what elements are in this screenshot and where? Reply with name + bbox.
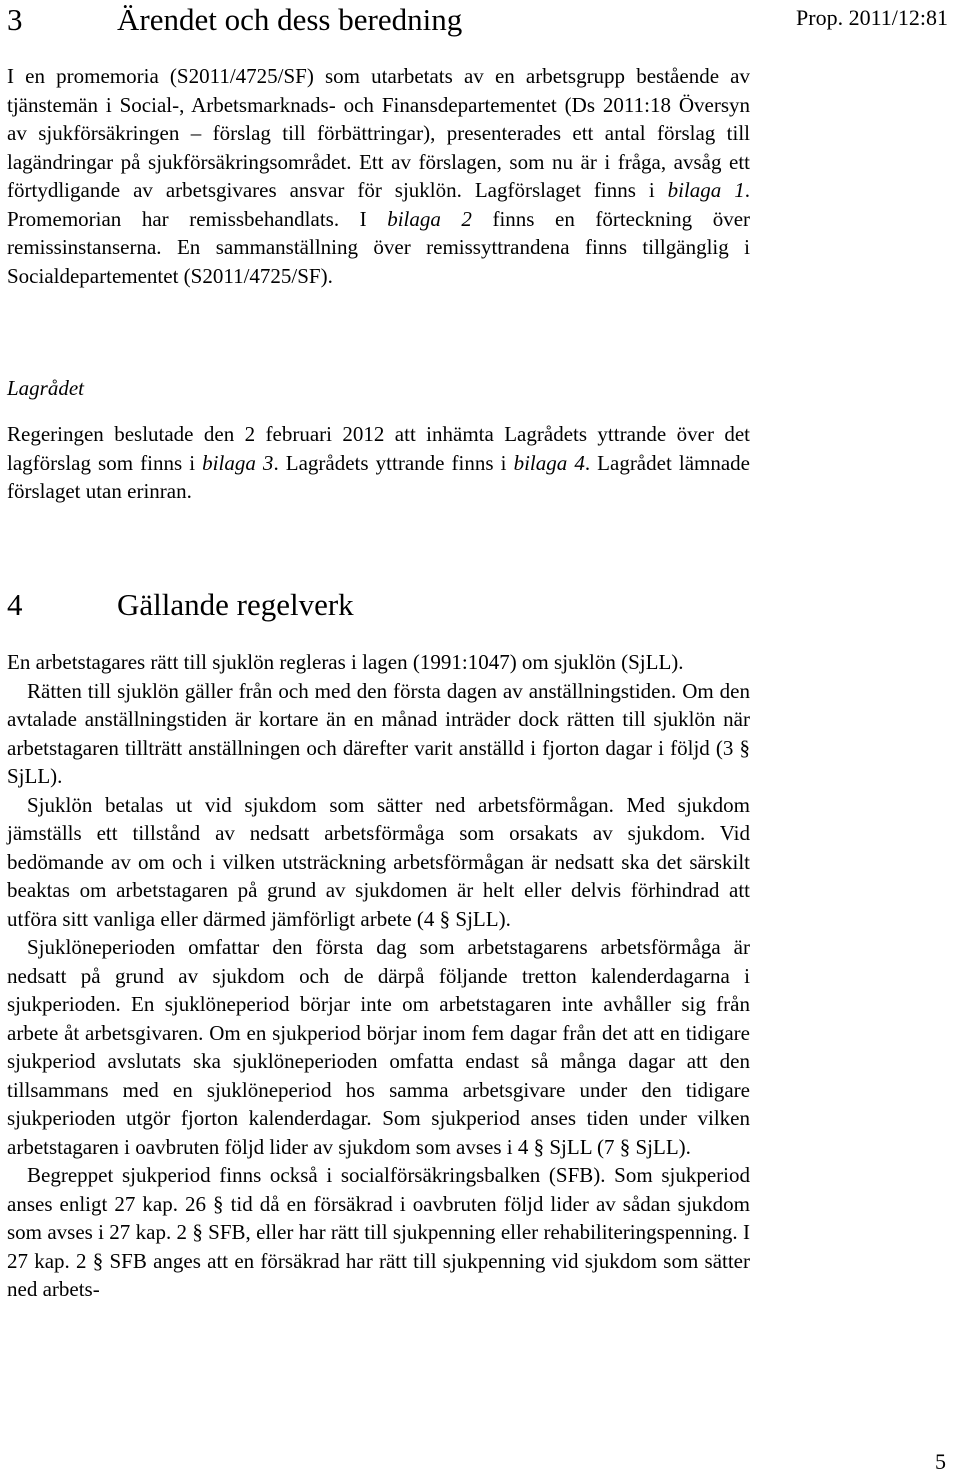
attachment-reference: bilaga 4 — [513, 450, 585, 475]
section-3-body — [7, 62, 750, 290]
paragraph: En arbetstagares rätt till sjuklön regleras i lagen (1991:1047) om sjuklön (SjLL). — [7, 650, 684, 674]
attachment-reference: bilaga 1 — [667, 178, 745, 202]
paragraph: Rätten till sjuklön gäller från och med den första dagen av anställningstiden. Om den avtalade anställningstiden är kortare än en månad inträder dock rätten till sjuklön när arbetstagaren tillträtt anställningen och därefter varit anställd i fjorton dagar i följd (3 § SjLL). — [7, 678, 750, 788]
section-title: Gällande regelverk — [117, 587, 354, 622]
paragraph: Begreppet sjukperiod finns också i socialförsäkringsbalken (SFB). Som sjukperiod anses enligt 27 kap. 26 § tid då en försäkrad i oavbruten följd lider av sådan sjukdom som avses i 27 kap. 2 § SFB, eller har rätt till sjukpenning eller rehabiliteringspenning. I 27 kap. 2 § SFB anges att en försäkrad har rätt till sjukpenning vid sjukdom som sätter ned arbets- — [7, 1163, 750, 1301]
attachment-reference: bilaga 3 — [202, 450, 274, 475]
paragraph: Sjuklön betalas ut vid sjukdom som sätter ned arbetsförmågan. Med sjukdom jämställs ett tillstånd av nedsatt arbetsförmåga som orsakats av sjukdom. Vid bedömande av om och i vilken utsträckning arbetsförmågan är nedsatt ska det särskilt beaktas om arbetstagaren på grund av sjukdomen är helt eller delvis förhindrad att utföra sitt vanliga eller därmed jämförligt arbete (4 § SjLL). — [7, 792, 750, 931]
subheading-block — [7, 374, 750, 403]
paragraph: Sjuklöneperioden omfattar den första dag som arbetstagarens arbetsförmåga är nedsatt på grund av sjukdom och de därpå följande tretton kalenderdagarna i sjukperioden. En sjuklöneperiod börjar inte om arbetstagaren inte avhåller sig från arbete åt arbetsgivaren. Om en sjukperiod börjar inom fem dagar från det att en tidigare sjukperiod avslutats ska sjuklöneperioden omfatta endast så många dagar att den tillsammans med en sjuklöneperiod hos samma arbetsgivare under den tidigare sjukperioden utgör fjorton kalenderdagar. Som sjukperiod anses tiden under vilken arbetstagaren i oavbruten följd lider av sjukdom som avses i 4 § SjLL (7 § SjLL). — [7, 935, 750, 1159]
section-number: 3 — [7, 2, 23, 37]
section-number: 4 — [7, 587, 23, 622]
attachment-reference: bilaga 2 — [387, 206, 472, 231]
paragraph: Regeringen beslutade den 2 februari 2012 att inhämta Lagrådets yttrande över det lagförslag som finns i bilaga 3. Lagrådets yttrande finns i bilaga 4. Lagrådet lämnade förslaget utan erinran. — [7, 422, 751, 503]
lagradet-body — [7, 420, 750, 506]
section-title: Ärendet och dess beredning — [117, 2, 463, 37]
section-heading — [7, 587, 750, 623]
section-heading — [7, 2, 750, 38]
document-reference: Prop. 2011/12:81 — [796, 5, 948, 30]
section-4 — [7, 587, 750, 623]
paragraph: I en promemoria (S2011/4725/SF) som utarbetats av en arbetsgrupp bestående av tjänstemän i Social-, Arbetsmarknads- och Finansdepartementet (Ds 2011:18 Översyn av sjukförsäkringen – förslag till förbättringar), presenterades ett antal förslag till lagändringar på sjukförsäkringsområdet. Ett av förslagen, som nu är i fråga, avsåg ett förtydligande av arbetsgivares ansvar för sjuklön. Lagförslaget finns i bilaga 1. Promemorian har remissbehandlats. I bilaga 2 finns en förteckning över remissinstanserna. En sammanställning över remissyttrandena finns tillgänglig i Socialdepartementet (S2011/4725/SF). — [7, 64, 751, 288]
section-4-body — [7, 648, 750, 1304]
section-3 — [7, 2, 750, 38]
subheading: Lagrådet — [7, 376, 85, 400]
page-number: 5 — [935, 1449, 946, 1474]
